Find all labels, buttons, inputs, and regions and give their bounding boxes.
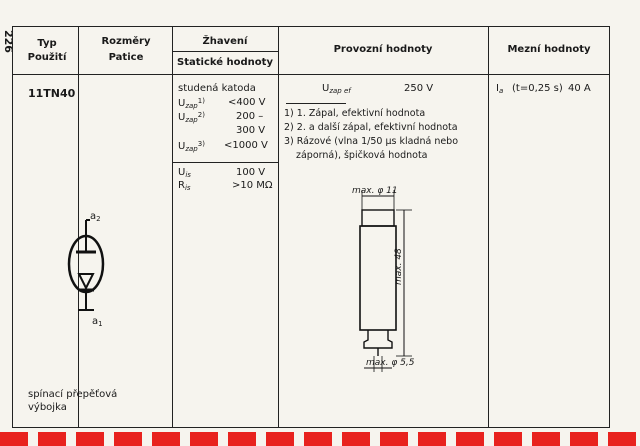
- operating-symbol: $U_{zap ef}$: [322, 83, 351, 95]
- dim-diameter-bottom: max. φ 5,5: [366, 358, 415, 368]
- limit-symbol: $I_a$: [496, 83, 504, 95]
- dim-length: max. 48: [394, 248, 404, 285]
- use-line-2: výbojka: [28, 402, 67, 413]
- operating-value: 250 V: [404, 83, 434, 94]
- header-typ: Typ: [37, 38, 57, 49]
- dim-diameter-top: max. φ 11: [352, 186, 398, 196]
- use-line-1: spínací přepěťová: [28, 389, 118, 400]
- header-rozmery: Rozměry: [101, 36, 151, 47]
- cathode-type: studená katoda: [178, 83, 256, 94]
- ris-symbol: $R_{is}$: [178, 180, 191, 192]
- static-row-value: 200 –: [236, 111, 264, 122]
- uis-symbol: $U_{is}$: [178, 167, 191, 179]
- header-subdivider: [172, 51, 278, 52]
- footnote: 1) 1. Zápal, efektivní hodnota: [284, 108, 426, 119]
- page-number: 226: [2, 30, 15, 53]
- footnote: 3) Rázové (vlna 1/50 µs kladná nebo: [284, 136, 459, 147]
- limit-condition: (t=0,25 s): [512, 83, 563, 94]
- footnote: 2) 2. a další zápal, efektivní hodnota: [284, 122, 458, 133]
- header-pouziti: Použití: [27, 52, 67, 63]
- header-staticke: Statické hodnoty: [177, 57, 273, 68]
- header-provozni: Provozní hodnoty: [333, 44, 433, 55]
- static-row-value: <400 V: [228, 97, 266, 108]
- uis-value: 100 V: [236, 167, 266, 178]
- static-row: $U_{zap}^{1)}$: [178, 97, 205, 110]
- static-row-value: <1000 V: [224, 140, 268, 151]
- anode-bottom-label: $a_1$: [92, 316, 103, 328]
- red-border-stripe: [0, 432, 640, 446]
- static-row: $U_{zap}^{2)}$: [178, 111, 205, 124]
- col-divider: [172, 26, 173, 428]
- limit-value: 40 A: [568, 83, 591, 94]
- anode-top-label: $a_2$: [90, 211, 101, 223]
- footnote: záporná), špičková hodnota: [296, 150, 428, 161]
- header-mezni: Mezní hodnoty: [507, 44, 591, 55]
- col-divider: [488, 26, 489, 428]
- header-zhaveni: Žhavení: [202, 36, 248, 47]
- tube-symbol-icon: [60, 210, 120, 330]
- header-divider: [12, 74, 610, 75]
- header-patice: Patice: [108, 52, 144, 63]
- tube-type: 11TN40: [28, 87, 76, 100]
- static-divider: [172, 162, 278, 163]
- footnote-rule: [286, 103, 346, 104]
- static-row-value: 300 V: [236, 125, 266, 136]
- ris-value: >10 MΩ: [232, 180, 273, 191]
- static-row: $U_{zap}^{3)}$: [178, 140, 205, 153]
- col-divider: [278, 26, 279, 428]
